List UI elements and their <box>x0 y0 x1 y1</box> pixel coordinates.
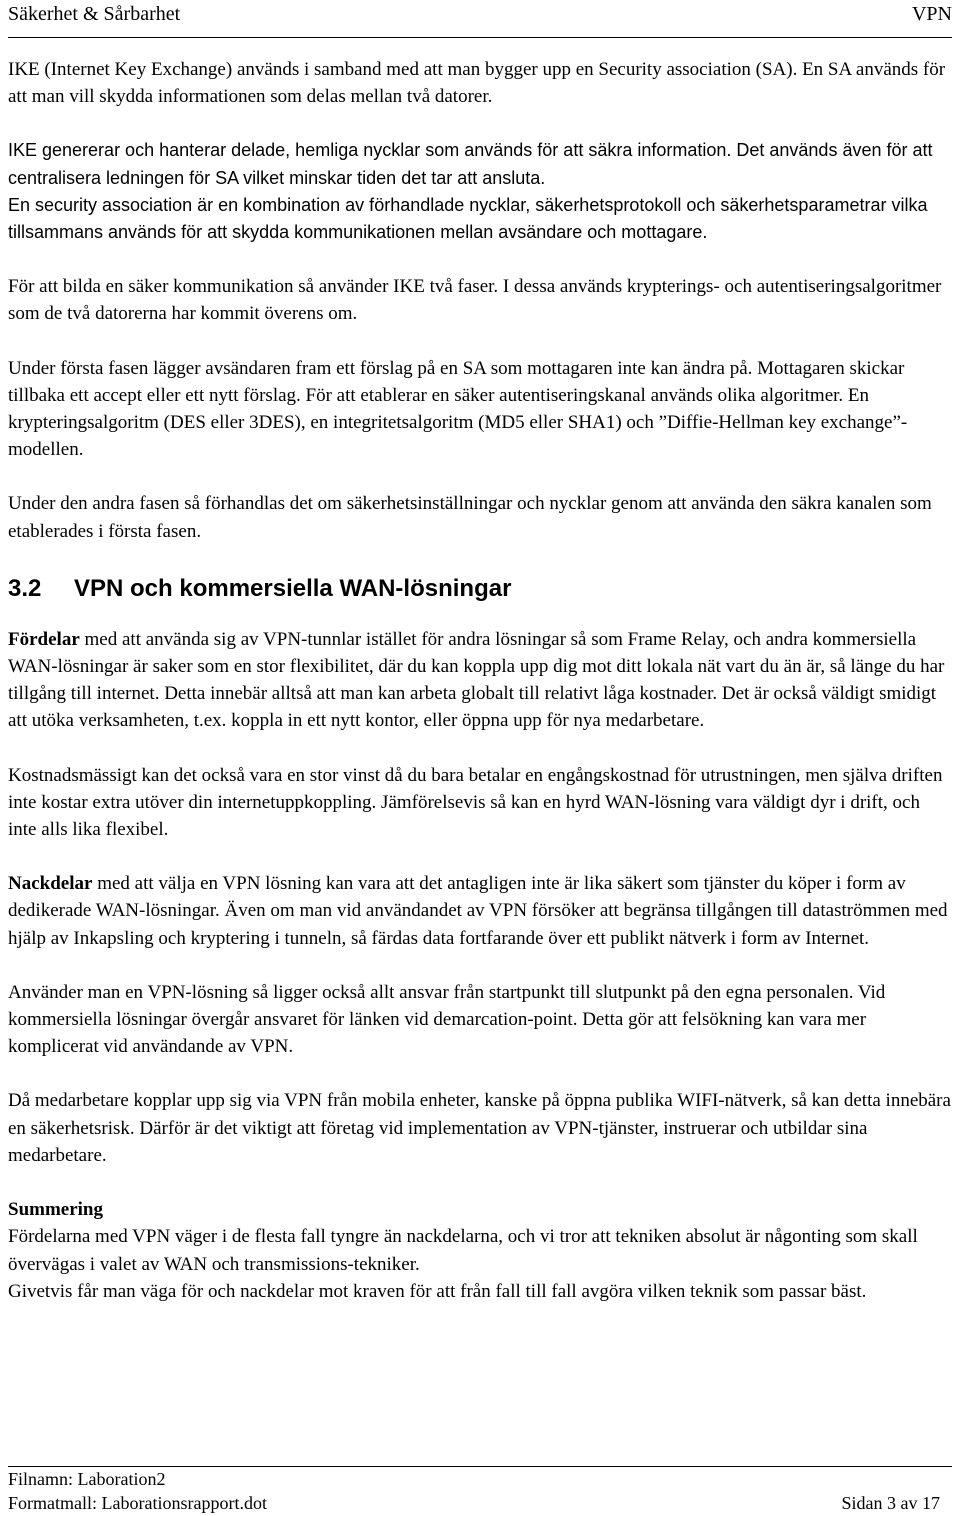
paragraph-summering-2: Givetvis får man väga för och nackdelar mot kraven för att från fall till fall avgöra vilken teknik som passar bäst. <box>8 1280 867 1302</box>
fordelar-label: Fördelar <box>8 628 80 650</box>
footer-filename: Filnamn: Laboration2 <box>8 1469 166 1489</box>
paragraph-ike-intro: IKE (Internet Key Exchange) används i samband med att man bygger upp en Security association (SA). En SA används för att man vill skydda informationen som delas mellan två datorer. <box>8 59 946 108</box>
nackdelar-text: med att välja en VPN lösning kan vara att det antagligen inte är lika säkert som tjänster du köper i form av dedikerade WAN-lösningar. Även om man vid användandet av VPN försöker att begränsa tillgången till dataströmmen med hjälp av Inkapsling och kryptering i tunneln, så färdas data fortfarande över ett publikt nätverk i form av Internet. <box>8 873 948 949</box>
paragraph-kostnad: Kostnadsmässigt kan det också vara en stor vinst då du bara betalar en engångskostnad för utrustningen, men själva driften inte kostar extra utöver din internetuppkoppling. Jämförelsevis så kan en hyrd WAN-lösning vara väldigt dyr i drift, och inte alls lika flexibel. <box>8 764 943 841</box>
paragraph-ansvar: Använder man en VPN-lösning så ligger också allt ansvar från startpunkt till slutpunkt på den egna personalen. Vid kommersiella lösningar övergår ansvaret för länken vid demarcation-point. Detta gör att felsökning kan vara mer komplicerat vid användande av VPN. <box>8 981 886 1058</box>
header-section: VPN <box>911 3 952 25</box>
header-title: Säkerhet & Sårbarhet <box>8 3 181 25</box>
paragraph-nackdelar <box>8 870 952 952</box>
page-header <box>8 0 952 38</box>
paragraph-summering-1: Fördelarna med VPN väger i de flesta fall tyngre än nackdelarna, och vi tror att tekniken absolut är någonting som skall övervägas i valet av WAN och transmissions-tekniker. <box>8 1226 918 1275</box>
footer-page-number: Sidan 3 av 17 <box>841 1493 940 1513</box>
paragraph-ike-keys: IKE genererar och hanterar delade, hemliga nycklar som används för att säkra information. Det används även för att centralisera ledningen för SA vilket minskar tiden det tar att ansluta. <box>8 140 933 188</box>
section-number: 3.2 <box>8 574 42 602</box>
nackdelar-label: Nackdelar <box>8 873 93 895</box>
paragraph-phase-two: Under den andra fasen så förhandlas det om säkerhetsinställningar och nycklar genom att använda den säkra kanalen som etablerades i första fasen. <box>8 493 932 542</box>
summering-heading <box>8 1196 952 1223</box>
paragraph-fordelar <box>8 626 952 735</box>
document-body <box>8 56 952 1305</box>
summering-label: Summering <box>8 1199 103 1221</box>
section-heading <box>8 572 952 626</box>
paragraph-phase-one: Under första fasen lägger avsändaren fram ett förslag på en SA som mottagaren inte kan ändra på. Mottagaren skickar tillbaka ett accept eller ett nytt förslag. För att etablerar en säker autentiseringskanal används olika algoritmer. En krypteringsalgoritm (DES eller 3DES), en integritetsalgoritm (MD5 eller SHA1) och ”Diffie-Hellman key exchange”-modellen. <box>8 357 908 461</box>
paragraph-security-association: En security association är en kombination av förhandlade nycklar, säkerhetsprotokoll och säkerhetsparametrar vilka tillsammans används för att skydda kommunikationen mellan avsändare och mottagare. <box>8 194 928 243</box>
paragraph-mobila: Då medarbetare kopplar upp sig via VPN från mobila enheter, kanske på öppna publika WIFI-nätverk, så kan detta innebära en säkerhetsrisk. Därför är det viktigt att företag vid implementation av VPN-tjänster, instruerar och utbildar sina medarbetare. <box>8 1090 951 1166</box>
paragraph-two-phases: För att bilda en säker kommunikation så använder IKE två faser. I dessa används krypterings- och autentiseringsalgoritmer som de två datorerna har kommit överens om. <box>8 276 942 325</box>
footer-template: Formatmall: Laborationsrapport.dot <box>8 1493 267 1513</box>
section-title: VPN och kommersiella WAN-lösningar <box>74 574 512 602</box>
page-footer <box>8 1466 952 1515</box>
fordelar-text: med att använda sig av VPN-tunnlar istället för andra lösningar så som Frame Relay, och andra kommersiella WAN-lösningar är saker som en stor flexibilitet, där du kan koppla upp dig mot ditt lokala nät vart du än är, så länge du har tillgång till internet. Detta innebär alltså att man kan arbeta globalt till relativt låga kostnader. Det är också väldigt smidigt att utöka verksamheten, t.ex. koppla in ett nytt kontor, eller öppna upp för nya medarbetare. <box>8 628 945 732</box>
